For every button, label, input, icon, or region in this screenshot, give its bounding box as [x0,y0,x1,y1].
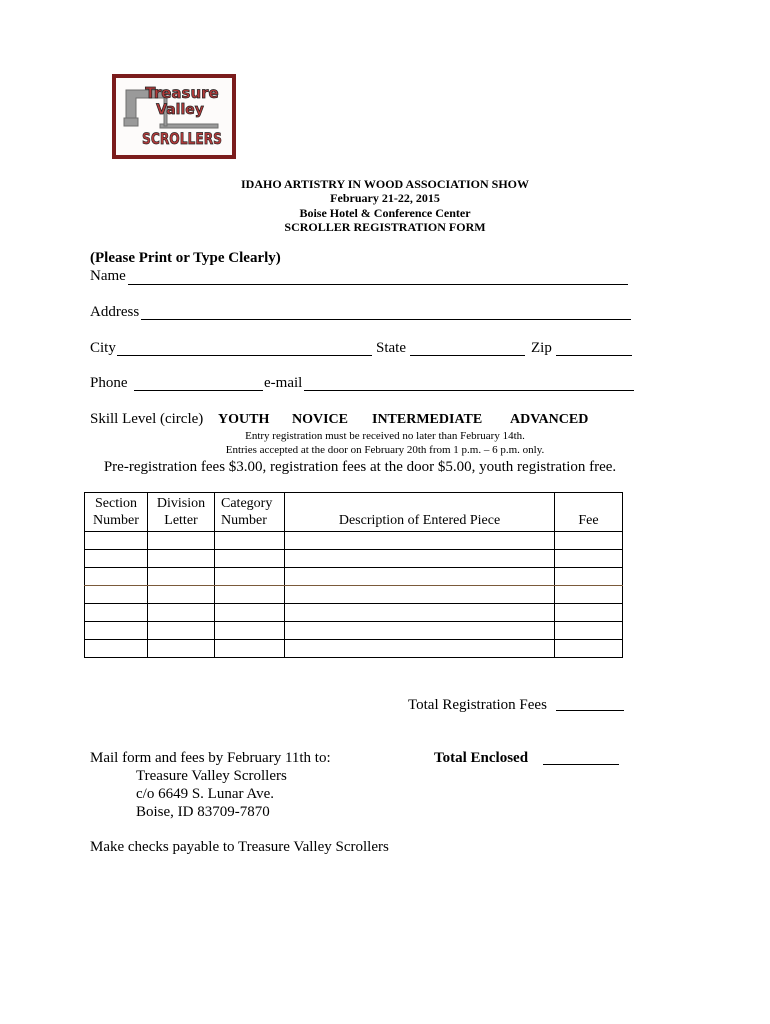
table-cell[interactable] [555,550,623,568]
phone-field[interactable] [134,390,263,391]
section-header-line2: Number [93,513,139,528]
table-cell[interactable] [215,604,285,622]
skill-advanced[interactable]: ADVANCED [510,412,589,427]
show-dates: February 21-22, 2015 [330,191,440,205]
state-field[interactable] [410,355,525,356]
category-number-header [215,493,285,532]
table-cell[interactable] [285,622,555,640]
table-row [85,640,623,658]
logo-valley-word: Valley [156,102,204,118]
table-cell[interactable] [148,604,215,622]
table-cell[interactable] [215,586,285,604]
skill-intermediate[interactable]: INTERMEDIATE [372,412,483,427]
table-row [85,604,623,622]
description-header-line1 [285,495,554,512]
fee-header-line2: Fee [578,513,599,528]
table-row [85,586,623,604]
logo-graphic [116,78,232,155]
category-header-line1: Category [221,496,273,511]
table-row [85,622,623,640]
description-header-line2: Description of Entered Piece [338,513,501,528]
category-header-line2: Number [221,513,267,528]
state-label: State [376,340,406,356]
logo-treasure-word: Treasure [145,84,219,102]
table-cell[interactable] [285,586,555,604]
table-cell[interactable] [85,640,148,658]
skill-novice[interactable]: NOVICE [292,412,349,427]
table-cell[interactable] [215,550,285,568]
table-row [85,568,623,586]
saw-base-icon [124,118,138,126]
fee-header [555,493,623,532]
show-venue: Boise Hotel & Conference Center [299,206,471,220]
table-cell[interactable] [285,604,555,622]
saw-table-icon [160,124,218,128]
address-label: Address [90,304,140,320]
skill-level-label: Skill Level (circle) [90,411,204,427]
skill-youth[interactable]: YOUTH [218,412,270,427]
door-entry-note: Entries accepted at the door on February 20th from 1 p.m. – 6 p.m. only. [225,444,545,456]
fees-note: Pre-registration fees $3.00, registration fees at the door $5.00, youth registration free. [103,459,617,475]
print-instruction: (Please Print or Type Clearly) [90,250,281,266]
phone-label: Phone [90,375,128,391]
fee-header-line1 [555,495,622,512]
table-cell[interactable] [148,622,215,640]
mail-instruction: Mail form and fees by February 11th to: [90,750,331,766]
table-cell[interactable] [215,622,285,640]
address-field[interactable] [141,319,631,320]
zip-field[interactable] [556,355,632,356]
table-cell[interactable] [555,604,623,622]
table-cell[interactable] [555,586,623,604]
table-cell[interactable] [285,550,555,568]
table-cell[interactable] [555,640,623,658]
mail-recipient: Treasure Valley Scrollers [136,768,287,784]
table-cell[interactable] [85,604,148,622]
table-cell[interactable] [85,532,148,550]
table-cell[interactable] [555,622,623,640]
table-row [85,550,623,568]
payable-note: Make checks payable to Treasure Valley Scrollers [90,839,389,855]
table-cell[interactable] [555,568,623,586]
table-cell[interactable] [215,532,285,550]
treasure-valley-scrollers-logo [112,74,236,159]
table-cell[interactable] [85,550,148,568]
table-cell[interactable] [285,532,555,550]
division-header-line1: Division [156,496,206,511]
mail-city-state-zip: Boise, ID 83709-7870 [136,804,270,820]
table-cell[interactable] [85,586,148,604]
mail-street: c/o 6649 S. Lunar Ave. [136,786,275,802]
email-label: e-mail [264,375,303,391]
table-row [85,532,623,550]
city-field[interactable] [117,355,372,356]
division-letter-header [148,493,215,532]
table-cell[interactable] [555,532,623,550]
entries-table [84,492,623,658]
table-cell[interactable] [148,640,215,658]
table-cell[interactable] [215,640,285,658]
table-cell[interactable] [285,568,555,586]
table-cell[interactable] [85,622,148,640]
show-title: IDAHO ARTISTRY IN WOOD ASSOCIATION SHOW [241,177,529,191]
table-cell[interactable] [148,550,215,568]
deadline-note: Entry registration must be received no later than February 14th. [245,430,525,442]
total-registration-fees-label: Total Registration Fees [408,697,547,713]
section-header-line1: Section [95,496,137,511]
table-cell[interactable] [148,586,215,604]
table-cell[interactable] [148,568,215,586]
table-header-row [85,493,623,532]
table-cell[interactable] [285,640,555,658]
description-header [285,493,555,532]
division-header-line2: Letter [164,513,198,528]
name-field[interactable] [128,284,628,285]
form-title: SCROLLER REGISTRATION FORM [284,220,486,234]
logo-scrollers-word: SCROLLERS [142,129,222,148]
table-cell[interactable] [215,568,285,586]
total-registration-fees-field[interactable] [556,710,624,711]
section-number-header [85,493,148,532]
zip-label: Zip [531,340,552,356]
city-label: City [90,340,116,356]
total-enclosed-field[interactable] [543,764,619,765]
email-field[interactable] [304,390,634,391]
name-label: Name [90,268,126,284]
table-cell[interactable] [148,532,215,550]
total-enclosed-label: Total Enclosed [434,750,529,766]
table-cell[interactable] [85,568,148,586]
